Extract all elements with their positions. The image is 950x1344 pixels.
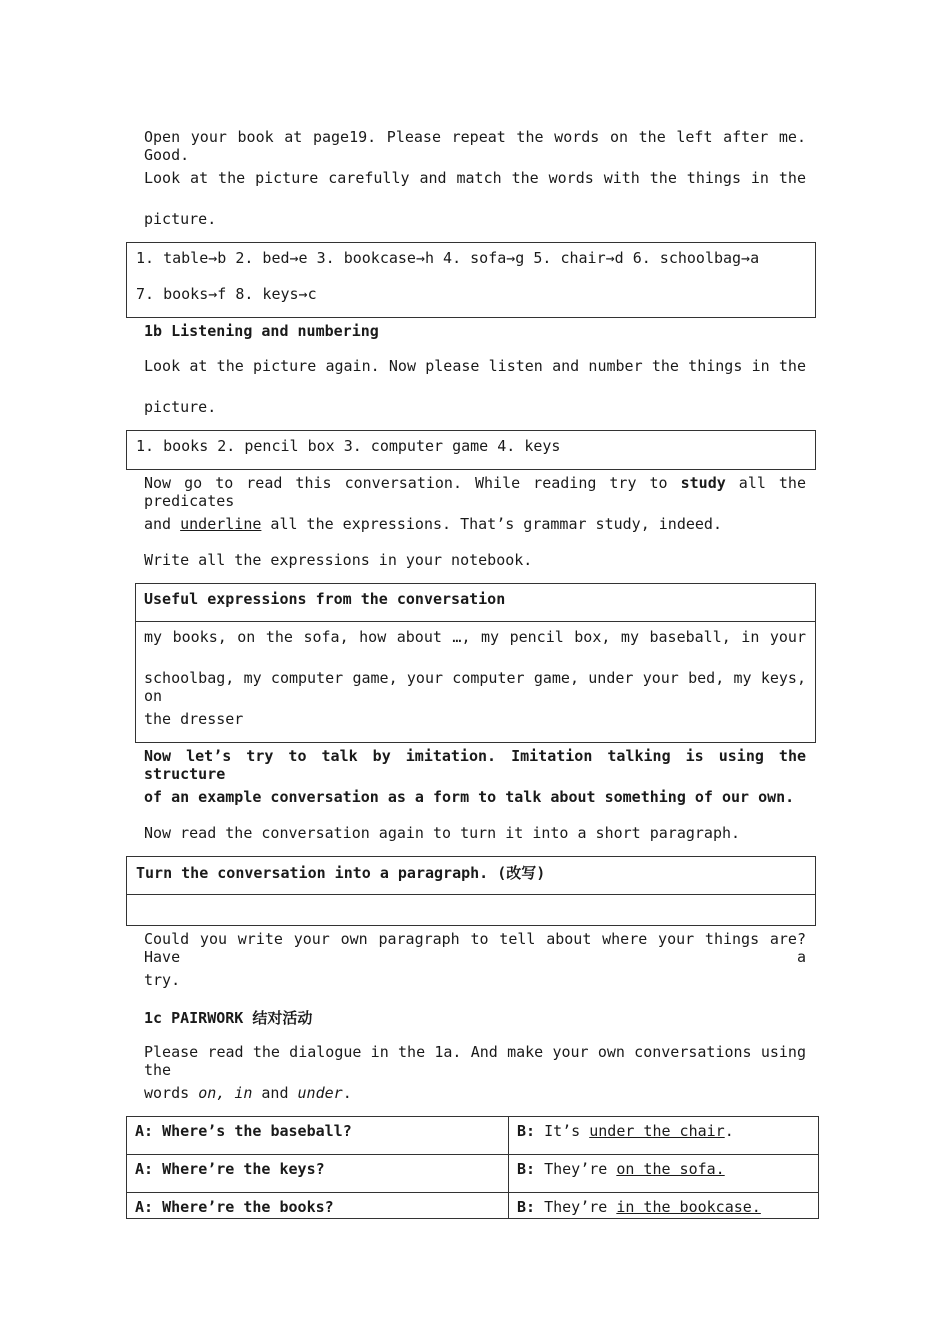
- reading-line-2: and underline all the expressions. That’s grammar study, indeed.: [144, 515, 722, 533]
- expressions-table-header: Useful expressions from the conversation: [144, 590, 506, 608]
- imitation-line-2: of an example conversation as a form to talk about something of our own.: [144, 788, 795, 806]
- reading-line-1: Now go to read this conversation. While reading try to study all the predicates: [144, 474, 806, 510]
- expressions-table: [135, 583, 816, 743]
- table-divider: [127, 894, 815, 895]
- intro-line-1: Open your book at page19. Please repeat the words on the left after me. Good.: [144, 128, 806, 164]
- dialogue-answer-3: B: They’re in the bookcase.: [517, 1198, 761, 1216]
- study-word: study: [680, 474, 726, 492]
- reading-line-3: Write all the expressions in your notebook.: [144, 551, 533, 569]
- expressions-line-3: the dresser: [144, 710, 244, 728]
- column-divider: [508, 1117, 509, 1218]
- section-1c-heading: 1c PAIRWORK 结对活动: [144, 1009, 313, 1027]
- underline-word: underline: [180, 515, 262, 533]
- intro-line-3: picture.: [144, 210, 217, 228]
- match-answers-line-2: 7. books→f 8. keys→c: [136, 285, 317, 303]
- dialogue-question-3: A: Where’re the books?: [135, 1198, 334, 1216]
- dialogue-answer-1: B: It’s under the chair.: [517, 1122, 734, 1140]
- section-1c-line-1: Please read the dialogue in the 1a. And make your own conversations using the: [144, 1043, 806, 1079]
- match-answers-line-1: 1. table→b 2. bed→e 3. bookcase→h 4. sofa→g 5. chair→d 6. schoolbag→a: [136, 249, 760, 267]
- own-paragraph-line-1: Could you write your own paragraph to tell about where your things are? Have a: [144, 930, 806, 966]
- listening-answers-box: [126, 430, 816, 470]
- own-paragraph-line-2: try.: [144, 971, 181, 989]
- section-1b-heading: 1b Listening and numbering: [144, 322, 379, 340]
- expressions-line-1: my books, on the sofa, how about …, my pencil box, my baseball, in your: [144, 628, 806, 646]
- row-divider: [127, 1192, 818, 1193]
- section-1c-line-2: words on, in and under.: [144, 1084, 352, 1102]
- dialogue-question-2: A: Where’re the keys?: [135, 1160, 325, 1178]
- imitation-line-1: Now let’s try to talk by imitation. Imitation talking is using the structure: [144, 747, 806, 783]
- listening-answers: 1. books 2. pencil box 3. computer game 4. keys: [136, 437, 561, 455]
- table-divider: [136, 621, 815, 622]
- imitation-line-3: Now read the conversation again to turn it into a short paragraph.: [144, 824, 741, 842]
- match-answers-box: [126, 242, 816, 318]
- dialogue-answer-2: B: They’re on the sofa.: [517, 1160, 725, 1178]
- intro-line-2: Look at the picture carefully and match the words with the things in the: [144, 169, 806, 187]
- paragraph-table-header: Turn the conversation into a paragraph. (改写): [136, 864, 546, 882]
- row-divider: [127, 1154, 818, 1155]
- paragraph-table: [126, 856, 816, 926]
- section-1b-line-1: Look at the picture again. Now please listen and number the things in the: [144, 357, 806, 375]
- section-1b-line-2: picture.: [144, 398, 217, 416]
- dialogue-question-1: A: Where’s the baseball?: [135, 1122, 352, 1140]
- expressions-line-2: schoolbag, my computer game, your computer game, under your bed, my keys, on: [144, 669, 806, 705]
- dialogue-table: [126, 1116, 819, 1219]
